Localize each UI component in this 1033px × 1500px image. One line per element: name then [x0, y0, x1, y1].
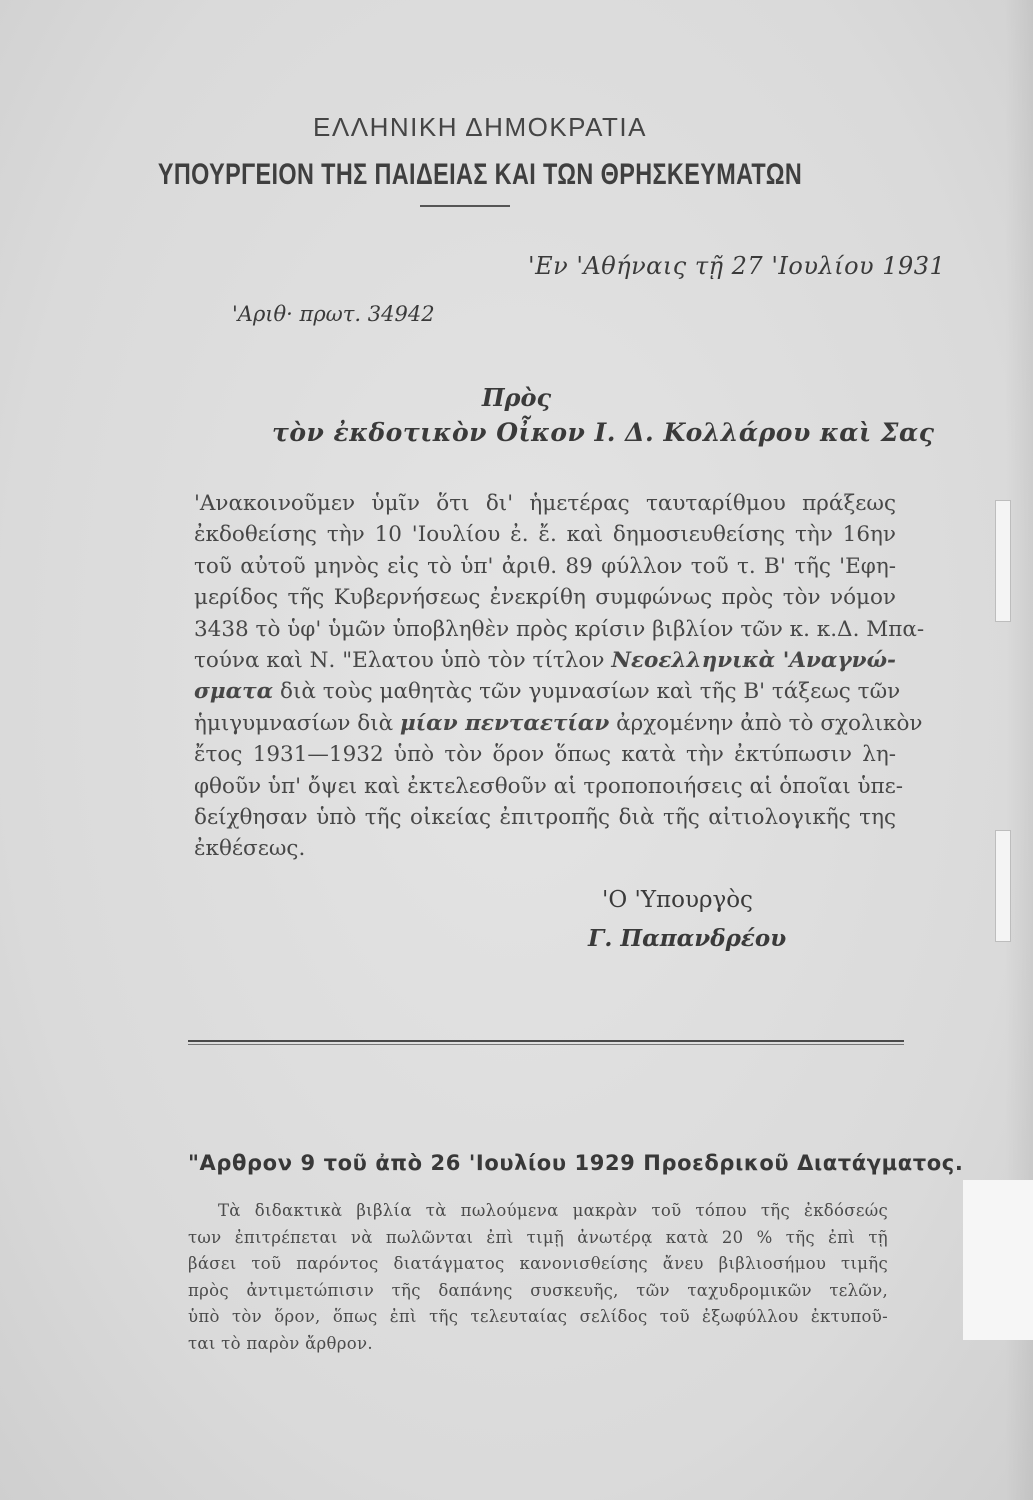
addressee-recipient: τὸν ἐκδοτικὸν Οἶκον Ι. Δ. Κολλάρου καὶ Σας: [272, 418, 935, 447]
body-fragment: διὰ τοὺς μαθητὰς τῶν γυμνασίων καὶ τῆς Β' τάξεως τῶν: [280, 679, 901, 705]
section-divider: [188, 1040, 904, 1042]
article-line: βάσει τοῦ παρόντος διατάγματος κανονισθείσης ἄνευ βιβλιοσήμου τιμῆς: [188, 1254, 888, 1273]
ministry-heading: ΥΠΟΥΡΓΕΙΟΝ ΤΗΣ ΠΑΙΔΕΙΑΣ ΚΑΙ ΤΩΝ ΘΡΗΣΚΕΥΜΑΤΩΝ: [157, 158, 803, 191]
protocol-number: 'Αριθ· πρωτ. 34942: [232, 302, 435, 326]
header-divider: [420, 205, 510, 207]
signature-name: Γ. Παπανδρέου: [588, 925, 787, 952]
body-line: μερίδος τῆς Κυβερνήσεως ἐνεκρίθη συμφώνως πρὸς τὸν νόμον: [194, 585, 896, 611]
article-line: Τὰ διδακτικὰ βιβλία τὰ πωλούμενα μακρὰν τοῦ τόπου τῆς ἐκδόσεώς: [218, 1201, 888, 1220]
body-line: ἐκδοθείσης τὴν 10 'Ιουλίου ἐ. ἔ. καὶ δημοσιευθείσης τὴν 16ην: [194, 522, 896, 548]
period-emphasis: μίαν πενταετίαν: [400, 710, 610, 736]
body-line: φθοῦν ὑπ' ὄψει καὶ ἐκτελεσθοῦν αἱ τροποποιήσεις αἱ ὁποῖαι ὑπε-: [194, 773, 904, 799]
book-title: Νεοελληνικὰ 'Αναγνώ-: [611, 648, 896, 674]
date-line: 'Εν 'Αθήναις τῇ 27 'Ιουλίου 1931: [528, 252, 946, 280]
body-line: ἔτος 1931—1932 ὑπὸ τὸν ὅρον ὅπως κατὰ τὴν ἐκτύπωσιν λη-: [194, 742, 896, 768]
body-fragment: τούνα καὶ Ν. "Ελατου ὑπὸ τὸν τίτλον: [194, 648, 605, 674]
article-title: "Αρθρον 9 τοῦ ἀπὸ 26 'Ιουλίου 1929 Προεδρικοῦ Διατάγματος.: [188, 1151, 964, 1175]
body-line: 'Ανακοινοῦμεν ὑμῖν ὅτι δι' ἡμετέρας ταυταρίθμου πράξεως: [194, 491, 896, 516]
addressee-to: Πρὸς: [481, 383, 552, 412]
body-line: τοῦ αὐτοῦ μηνὸς εἰς τὸ ὑπ' ἀριθ. 89 φύλλον τοῦ τ. Β' τῆς 'Εφη-: [194, 553, 896, 579]
body-line: 3438 τὸ ὑφ' ὑμῶν ὑποβληθὲν πρὸς κρίσιν βιβλίον τῶν κ. κ.Δ. Μπα-: [194, 616, 925, 642]
article-line: των ἐπιτρέπεται νὰ πωλῶνται ἐπὶ τιμῇ ἀνωτέρᾳ κατὰ 20 % τῆς ἐπὶ τῇ: [188, 1227, 888, 1247]
republic-heading: ΕΛΛΗΝΙΚΗ ΔΗΜΟΚΡΑΤΙΑ: [313, 112, 647, 142]
body-line: [194, 708, 923, 739]
signature-title: 'Ο 'Υπουργὸς: [602, 887, 753, 913]
body-line: δείχθησαν ὑπὸ τῆς οἰκείας ἐπιτροπῆς διὰ τῆς αἰτιολογικῆς της: [194, 805, 896, 831]
article-body: [188, 1198, 888, 1357]
binding-stitch: [995, 500, 1011, 622]
body-line: ἐκθέσεως.: [194, 836, 306, 862]
book-title-cont: σματα: [194, 679, 274, 705]
body-line: [194, 676, 901, 707]
letter-body: [194, 488, 925, 865]
library-label-sticker: [963, 1180, 1033, 1340]
body-fragment: ἀρχομένην ἀπὸ τὸ σχολικὸν: [616, 710, 923, 736]
body-line: [194, 645, 896, 676]
article-line: πρὸς ἀντιμετώπισιν τῆς δαπάνης συσκευῆς, τῶν ταχυδρομικῶν τελῶν,: [188, 1280, 888, 1300]
binding-stitch: [995, 830, 1011, 942]
article-line: ται τὸ παρὸν ἄρθρον.: [188, 1333, 373, 1353]
section-divider-thin: [188, 1044, 904, 1045]
article-line: ὑπὸ τὸν ὅρον, ὅπως ἐπὶ τῆς τελευταίας σελίδος τοῦ ἐξωφύλλου ἐκτυποῦ-: [188, 1307, 888, 1326]
body-fragment: ἡμιγυμνασίων διὰ: [194, 710, 394, 736]
